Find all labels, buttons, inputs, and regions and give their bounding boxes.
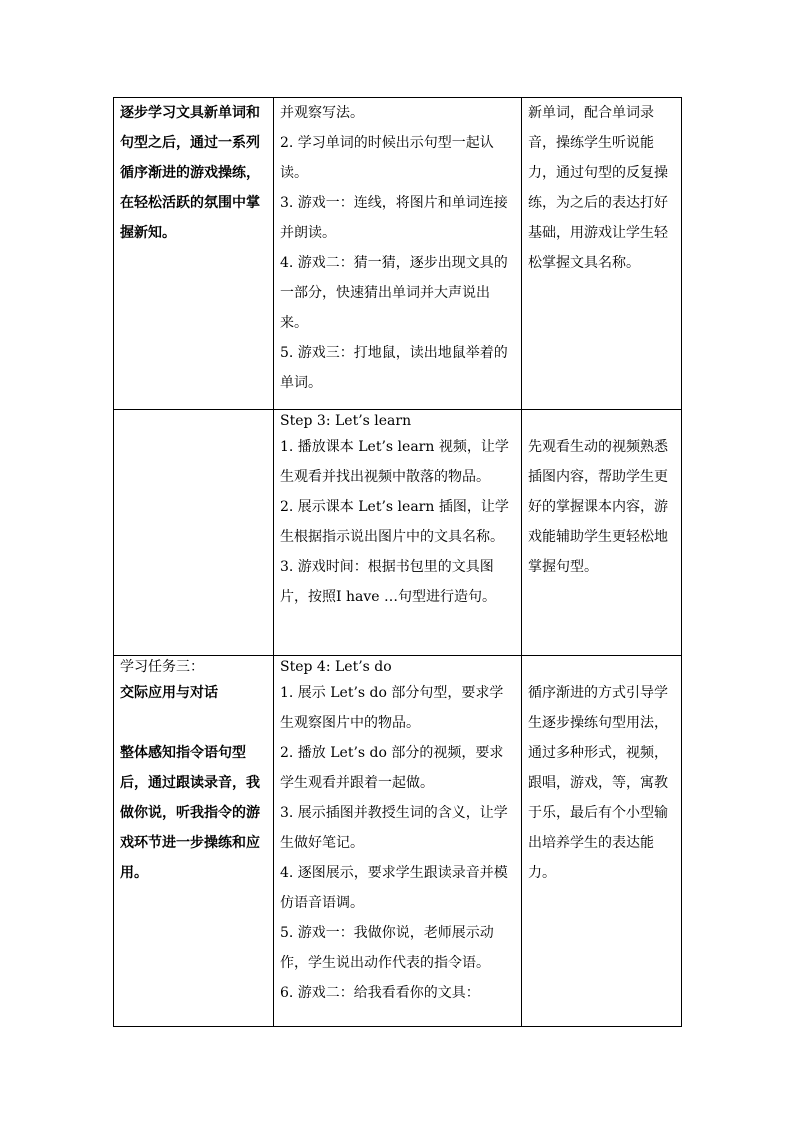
goal-cell — [114, 98, 274, 410]
activity-cell — [274, 410, 522, 656]
activity-line: 4. 逐图展示，要求学生跟读录音并模仿语音语调。 — [280, 865, 508, 911]
table-row — [114, 656, 682, 1027]
goal-text: 整体感知指令语句型后，通过跟读录音，我做你说，听我指令的游戏环节进一步操练和应用。 — [120, 745, 260, 881]
goal-cell — [114, 656, 274, 1027]
activity-line: 1. 展示 Let’s do 部分句型，要求学生观察图片中的物品。 — [280, 685, 504, 731]
lesson-plan-table — [113, 97, 682, 1027]
activity-line: 3. 展示插图并教授生词的含义，让学生做好笔记。 — [280, 805, 508, 851]
activity-line: 4. 游戏二：猜一猜，逐步出现文具的一部分，快速猜出单词并大声说出来。 — [280, 255, 508, 331]
activity-line: 并观察写法。 — [280, 105, 364, 121]
table-row — [114, 410, 682, 656]
activity-line: 1. 播放课本 Let’s learn 视频，让学生观看并找出视频中散落的物品。 — [280, 439, 509, 485]
activity-line: 3. 游戏时间：根据书包里的文具图片，按照I have …句型进行造句。 — [280, 559, 496, 605]
activity-line: 2. 学习单词的时候出示句型一起认读。 — [280, 135, 494, 181]
step-heading: Step 4: Let’s do — [280, 659, 392, 675]
purpose-cell — [522, 98, 682, 410]
step-heading: Step 3: Let’s learn — [280, 413, 412, 429]
purpose-text: 新单词，配合单词录音，操练学生听说能力，通过句型的反复操练，为之后的表达打好基础，用游戏让学生轻松掌握文具名称。 — [528, 105, 668, 271]
task-title: 学习任务三： — [120, 659, 204, 675]
purpose-text: 循序渐进的方式引导学生逐步操练句型用法，通过多种形式，视频，跟唱，游戏，等，寓教于乐，最后有个小型输出培养学生的表达能力。 — [528, 685, 668, 881]
goal-text: 逐步学习文具新单词和句型之后，通过一系列循序渐进的游戏操练，在轻松活跃的氛围中掌握新知。 — [120, 105, 260, 241]
activity-cell — [274, 656, 522, 1027]
activity-line: 2. 播放 Let’s do 部分的视频，要求学生观看并跟着一起做。 — [280, 745, 504, 791]
activity-line: 3. 游戏一：连线，将图片和单词连接并朗读。 — [280, 195, 508, 241]
task-subtitle: 交际应用与对话 — [120, 685, 218, 701]
activity-line: 2. 展示课本 Let’s learn 插图，让学生根据指示说出图片中的文具名称。 — [280, 499, 509, 545]
activity-cell — [274, 98, 522, 410]
purpose-cell — [522, 656, 682, 1027]
activity-line: 6. 游戏二：给我看看你的文具： — [280, 985, 480, 1001]
purpose-text: 先观看生动的视频熟悉插图内容，帮助学生更好的掌握课本内容，游戏能辅助学生更轻松地掌握句型。 — [528, 439, 668, 575]
activity-line: 5. 游戏一：我做你说，老师展示动作，学生说出动作代表的指令语。 — [280, 925, 494, 971]
table-row — [114, 98, 682, 410]
purpose-cell — [522, 410, 682, 656]
goal-cell — [114, 410, 274, 656]
activity-line: 5. 游戏三：打地鼠，读出地鼠举着的单词。 — [280, 345, 508, 391]
